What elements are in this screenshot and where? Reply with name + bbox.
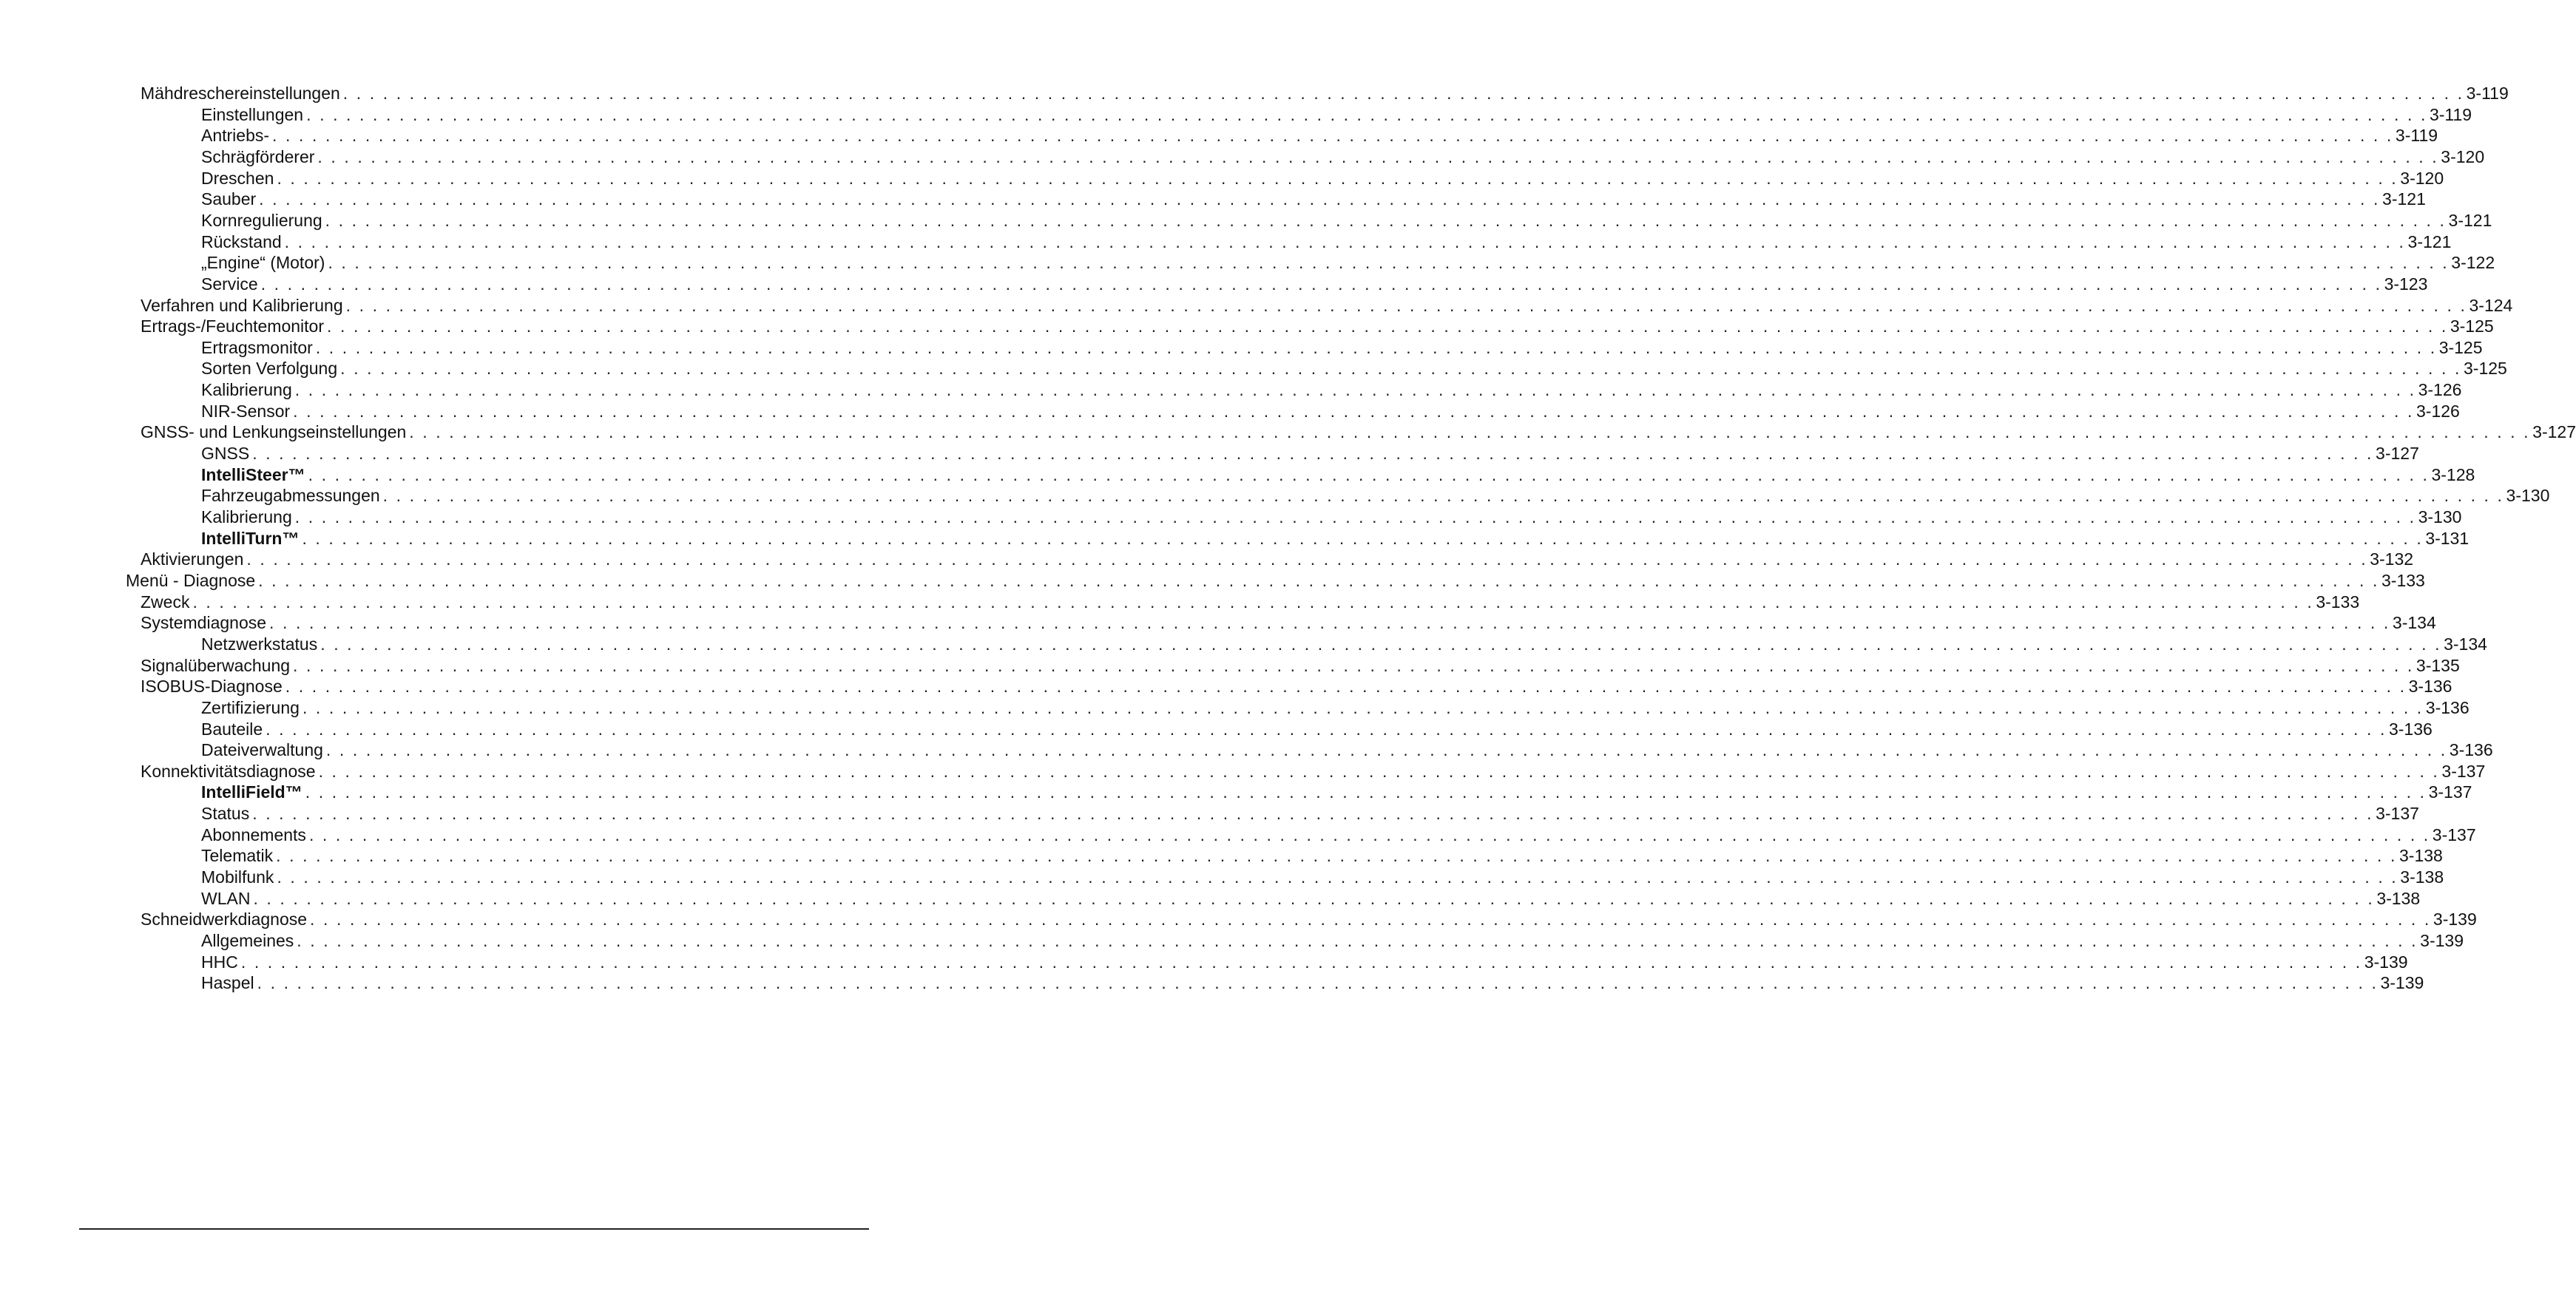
toc-entry-page-number: 3-121 [2448,211,2492,230]
toc-entry-title: Konnektivitätsdiagnose [141,762,316,781]
toc-entry-page-number: 3-138 [2399,846,2443,865]
toc-entry-title: IntelliSteer™ [201,465,305,484]
toc-entry[interactable] [201,634,2487,654]
toc-entry-title: HHC [201,952,238,972]
dot-leader: . . . . . . . . . . . . . . . . . . . . . . . . . . . . . . . . . . . . . . . . . . . . . . . . . . . . . . . . . . . . . . . . . . . . . . . . . . . . . . . . . . . . . . . . . . . . . . . . . . . . . . . . . . . . . . . . . . . . . . . . . . . . . . . . . . . . . . . . . . . . . . . . . . . . . . . . . . . . . . . . [294,507,2416,526]
toc-entry-page-number: 3-130 [2506,486,2550,505]
toc-entry-page-number: 3-139 [2420,931,2464,950]
toc-entry-title: Ertrags-/Feuchtemonitor [141,316,324,336]
toc-entry[interactable] [201,867,2444,887]
dot-leader: . . . . . . . . . . . . . . . . . . . . . . . . . . . . . . . . . . . . . . . . . . . . . . . . . . . . . . . . . . . . . . . . . . . . . . . . . . . . . . . . . . . . . . . . . . . . . . . . . . . . . . . . . . . . . . . . . . . . . . . . . . . . . . . . . . . . . . . . . . . . . . . . . . . . . . . . . . . . . . . . [294,380,2416,399]
toc-entry-title: Systemdiagnose [141,613,267,632]
footer-rule [79,1228,869,1230]
dot-leader: . . . . . . . . . . . . . . . . . . . . . . . . . . . . . . . . . . . . . . . . . . . . . . . . . . . . . . . . . . . . . . . . . . . . . . . . . . . . . . . . . . . . . . . . . . . . . . . . . . . . . . . . . . . . . . . . . . . . . . . . . . . . . . . . . . . . . . . . . . . . . . . . . . . . . . . . . . . . . . . . [240,952,2362,972]
toc-entry-title: Kalibrierung [201,380,292,399]
toc-entry[interactable] [201,359,2507,379]
toc-entry-title: Menü - Diagnose [126,571,256,590]
dot-leader: . . . . . . . . . . . . . . . . . . . . . . . . . . . . . . . . . . . . . . . . . . . . . . . . . . . . . . . . . . . . . . . . . . . . . . . . . . . . . . . . . . . . . . . . . . . . . . . . . . . . . . . . . . . . . . . . . . . . . . . . . . . . . . . . . . . . . . . . . . . . . . . . . . . . . . . . . . . . . . . . [293,656,2414,675]
toc-entry[interactable] [126,571,2425,591]
dot-leader: . . . . . . . . . . . . . . . . . . . . . . . . . . . . . . . . . . . . . . . . . . . . . . . . . . . . . . . . . . . . . . . . . . . . . . . . . . . . . . . . . . . . . . . . . . . . . . . . . . . . . . . . . . . . . . . . . . . . . . . . . . . . . . . . . . . . . . . . . . . . . . . . . . . . . . . . . . . . . . . . [284,232,2406,251]
toc-entry-page-number: 3-126 [2416,402,2460,421]
toc-entry[interactable] [201,529,2469,549]
dot-leader: . . . . . . . . . . . . . . . . . . . . . . . . . . . . . . . . . . . . . . . . . . . . . . . . . . . . . . . . . . . . . . . . . . . . . . . . . . . . . . . . . . . . . . . . . . . . . . . . . . . . . . . . . . . . . . . . . . . . . . . . . . . . . . . . . . . . . . . . . . . . . . . . . . . . . . . . . . . . . . . . [328,253,2450,272]
toc-entry-page-number: 3-120 [2441,147,2485,166]
toc-entry-page-number: 3-136 [2425,698,2469,717]
dot-leader: . . . . . . . . . . . . . . . . . . . . . . . . . . . . . . . . . . . . . . . . . . . . . . . . . . . . . . . . . . . . . . . . . . . . . . . . . . . . . . . . . . . . . . . . . . . . . . . . . . . . . . . . . . . . . . . . . . . . . . . . . . . . . . . . . . . . . . . . . . . . . . . . . . . . . . . . . . . . . . . . [308,465,2430,484]
toc-entry-page-number: 3-127 [2532,422,2576,441]
toc-entry[interactable] [201,169,2444,189]
dot-leader: . . . . . . . . . . . . . . . . . . . . . . . . . . . . . . . . . . . . . . . . . . . . . . . . . . . . . . . . . . . . . . . . . . . . . . . . . . . . . . . . . . . . . . . . . . . . . . . . . . . . . . . . . . . . . . . . . . . . . . . . . . . . . . . . . . . . . . . . . . . . . . . . . . . . . . . . . . . . . . . . [252,444,2374,463]
toc-entry-title: Aktivierungen [141,549,244,569]
toc-entry-title: WLAN [201,889,251,908]
dot-leader: . . . . . . . . . . . . . . . . . . . . . . . . . . . . . . . . . . . . . . . . . . . . . . . . . . . . . . . . . . . . . . . . . . . . . . . . . . . . . . . . . . . . . . . . . . . . . . . . . . . . . . . . . . . . . . . . . . . . . . . . . . . . . . . . . . . . . . . . . . . . . . . . . . . . . . . . . . . . . . . . [253,889,2375,908]
toc-entry[interactable] [201,889,2421,909]
toc-entry-title: Haspel [201,973,254,992]
toc-entry[interactable] [201,211,2492,231]
dot-leader: . . . . . . . . . . . . . . . . . . . . . . . . . . . . . . . . . . . . . . . . . . . . . . . . . . . . . . . . . . . . . . . . . . . . . . . . . . . . . . . . . . . . . . . . . . . . . . . . . . . . . . . . . . . . . . . . . . . . . . . . . . . . . . . . . . . . . . . . . . . . . . . . . . . . . . . . . . . . . . . . [272,126,2393,145]
toc-entry[interactable] [141,613,2436,633]
dot-leader: . . . . . . . . . . . . . . . . . . . . . . . . . . . . . . . . . . . . . . . . . . . . . . . . . . . . . . . . . . . . . . . . . . . . . . . . . . . . . . . . . . . . . . . . . . . . . . . . . . . . . . . . . . . . . . . . . . . . . . . . . . . . . . . . . . . . . . . . . . . . . . . . . . . . . . . . . . . . . . . . [382,486,2504,505]
toc-entry-title: Netzwerkstatus [201,634,318,654]
toc-entry-title: Sorten Verfolgung [201,359,338,378]
toc-entry-page-number: 3-119 [2429,105,2472,124]
toc-entry[interactable] [201,444,2419,464]
toc-entry-title: IntelliTurn™ [201,529,300,548]
toc-entry[interactable] [201,338,2483,358]
dot-leader: . . . . . . . . . . . . . . . . . . . . . . . . . . . . . . . . . . . . . . . . . . . . . . . . . . . . . . . . . . . . . . . . . . . . . . . . . . . . . . . . . . . . . . . . . . . . . . . . . . . . . . . . . . . . . . . . . . . . . . . . . . . . . . . . . . . . . . . . . . . . . . . . . . . . . . . . . . . . . . . . [257,973,2379,992]
dot-leader: . . . . . . . . . . . . . . . . . . . . . . . . . . . . . . . . . . . . . . . . . . . . . . . . . . . . . . . . . . . . . . . . . . . . . . . . . . . . . . . . . . . . . . . . . . . . . . . . . . . . . . . . . . . . . . . . . . . . . . . . . . . . . . . . . . . . . . . . . . . . . . . . . . . . . . . . . . . . . . . . [325,211,2447,230]
toc-entry-title: Status [201,804,250,823]
dot-leader: . . . . . . . . . . . . . . . . . . . . . . . . . . . . . . . . . . . . . . . . . . . . . . . . . . . . . . . . . . . . . . . . . . . . . . . . . . . . . . . . . . . . . . . . . . . . . . . . . . . . . . . . . . . . . . . . . . . . . . . . . . . . . . . . . . . . . . . . . . . . . . . . . . . . . . . . . . . . . . . . [302,698,2424,717]
dot-leader: . . . . . . . . . . . . . . . . . . . . . . . . . . . . . . . . . . . . . . . . . . . . . . . . . . . . . . . . . . . . . . . . . . . . . . . . . . . . . . . . . . . . . . . . . . . . . . . . . . . . . . . . . . . . . . . . . . . . . . . . . . . . . . . . . . . . . . . . . . . . . . . . . . . . . . . . . . . . . . . . [302,529,2424,548]
toc-entry-page-number: 3-139 [2433,910,2477,929]
toc-entry-title: Fahrzeugabmessungen [201,486,380,505]
toc-entry[interactable] [141,762,2486,782]
toc-entry-page-number: 3-132 [2370,549,2414,569]
dot-leader: . . . . . . . . . . . . . . . . . . . . . . . . . . . . . . . . . . . . . . . . . . . . . . . . . . . . . . . . . . . . . . . . . . . . . . . . . . . . . . . . . . . . . . . . . . . . . . . . . . . . . . . . . . . . . . . . . . . . . . . . . . . . . . . . . . . . . . . . . . . . . . . . . . . . . . . . . . . . . . . . [308,825,2430,844]
toc-entry-page-number: 3-121 [2382,189,2426,209]
toc-entry[interactable] [141,422,2576,442]
toc-entry-page-number: 3-123 [2384,274,2428,294]
dot-leader: . . . . . . . . . . . . . . . . . . . . . . . . . . . . . . . . . . . . . . . . . . . . . . . . . . . . . . . . . . . . . . . . . . . . . . . . . . . . . . . . . . . . . . . . . . . . . . . . . . . . . . . . . . . . . . . . . . . . . . . . . . . . . . . . . . . . . . . . . . . . . . . . . . . . . . . . . . . . . . . . [310,910,2431,929]
toc-entry-title: Dreschen [201,169,274,188]
dot-leader: . . . . . . . . . . . . . . . . . . . . . . . . . . . . . . . . . . . . . . . . . . . . . . . . . . . . . . . . . . . . . . . . . . . . . . . . . . . . . . . . . . . . . . . . . . . . . . . . . . . . . . . . . . . . . . . . . . . . . . . . . . . . . . . . . . . . . . . . . . . . . . . . . . . . . . . . . . . . . . . . [246,549,2368,569]
toc-entry-page-number: 3-137 [2376,804,2419,823]
toc-entry-page-number: 3-138 [2400,867,2444,887]
toc-entry-title: Service [201,274,258,294]
dot-leader: . . . . . . . . . . . . . . . . . . . . . . . . . . . . . . . . . . . . . . . . . . . . . . . . . . . . . . . . . . . . . . . . . . . . . . . . . . . . . . . . . . . . . . . . . . . . . . . . . . . . . . . . . . . . . . . . . . . . . . . . . . . . . . . . . . . . . . . . . . . . . . . . . . . . . . . . . . . . . . . . [269,613,2390,632]
toc-entry[interactable] [141,592,2360,612]
toc-entry[interactable] [201,740,2493,760]
toc-entry[interactable] [201,846,2443,866]
toc-entry-title: Sauber [201,189,257,209]
toc-entry-page-number: 3-127 [2376,444,2419,463]
toc-entry-title: Signalüberwachung [141,656,291,675]
toc-entry-page-number: 3-119 [2395,126,2438,145]
toc-entry-page-number: 3-119 [2466,84,2509,103]
toc-entry-page-number: 3-139 [2364,952,2408,972]
dot-leader: . . . . . . . . . . . . . . . . . . . . . . . . . . . . . . . . . . . . . . . . . . . . . . . . . . . . . . . . . . . . . . . . . . . . . . . . . . . . . . . . . . . . . . . . . . . . . . . . . . . . . . . . . . . . . . . . . . . . . . . . . . . . . . . . . . . . . . . . . . . . . . . . . . . . . . . . . . . . . . . . [320,634,2442,654]
dot-leader: . . . . . . . . . . . . . . . . . . . . . . . . . . . . . . . . . . . . . . . . . . . . . . . . . . . . . . . . . . . . . . . . . . . . . . . . . . . . . . . . . . . . . . . . . . . . . . . . . . . . . . . . . . . . . . . . . . . . . . . . . . . . . . . . . . . . . . . . . . . . . . . . . . . . . . . . . . . . . . . . [192,592,2314,612]
toc-entry-title: Kalibrierung [201,507,292,526]
toc-entry[interactable] [141,677,2452,697]
toc-entry-title: NIR-Sensor [201,402,291,421]
toc-entry[interactable] [141,910,2477,929]
toc-entry-page-number: 3-133 [2381,571,2425,590]
toc-entry[interactable] [141,549,2414,569]
toc-entry-page-number: 3-135 [2416,656,2460,675]
toc-entry-title: Mobilfunk [201,867,274,887]
toc-entry-page-number: 3-137 [2428,782,2472,802]
dot-leader: . . . . . . . . . . . . . . . . . . . . . . . . . . . . . . . . . . . . . . . . . . . . . . . . . . . . . . . . . . . . . . . . . . . . . . . . . . . . . . . . . . . . . . . . . . . . . . . . . . . . . . . . . . . . . . . . . . . . . . . . . . . . . . . . . . . . . . . . . . . . . . . . . . . . . . . . . . . . . . . . [305,782,2427,802]
toc-entry[interactable] [201,931,2464,951]
toc-entry-page-number: 3-124 [2469,296,2513,315]
toc-entry-title: Telematik [201,846,274,865]
toc-entry-title: Ertragsmonitor [201,338,313,357]
toc-entry[interactable] [201,232,2452,252]
toc-entry-title: Schneidwerkdiagnose [141,910,308,929]
toc-entry-page-number: 3-139 [2380,973,2424,992]
dot-leader: . . . . . . . . . . . . . . . . . . . . . . . . . . . . . . . . . . . . . . . . . . . . . . . . . . . . . . . . . . . . . . . . . . . . . . . . . . . . . . . . . . . . . . . . . . . . . . . . . . . . . . . . . . . . . . . . . . . . . . . . . . . . . . . . . . . . . . . . . . . . . . . . . . . . . . . . . . . . . . . . [260,274,2382,294]
dot-leader: . . . . . . . . . . . . . . . . . . . . . . . . . . . . . . . . . . . . . . . . . . . . . . . . . . . . . . . . . . . . . . . . . . . . . . . . . . . . . . . . . . . . . . . . . . . . . . . . . . . . . . . . . . . . . . . . . . . . . . . . . . . . . . . . . . . . . . . . . . . . . . . . . . . . . . . . . . . . . . . . [285,677,2407,696]
toc-entry-title: Dateiverwaltung [201,740,323,759]
toc-entry-title: Kornregulierung [201,211,322,230]
toc-entry-title: GNSS- und Lenkungseinstellungen [141,422,407,441]
toc-entry-page-number: 3-137 [2432,825,2476,844]
dot-leader: . . . . . . . . . . . . . . . . . . . . . . . . . . . . . . . . . . . . . . . . . . . . . . . . . . . . . . . . . . . . . . . . . . . . . . . . . . . . . . . . . . . . . . . . . . . . . . . . . . . . . . . . . . . . . . . . . . . . . . . . . . . . . . . . . . . . . . . . . . . . . . . . . . . . . . . . . . . . . . . . [276,846,2398,865]
toc-entry-title: Einstellungen [201,105,304,124]
toc-entry[interactable] [201,719,2433,739]
toc-entry-title: IntelliField™ [201,782,302,802]
toc-entry-page-number: 3-130 [2418,507,2462,526]
toc-entry[interactable] [141,656,2460,676]
toc-entry-page-number: 3-138 [2376,889,2421,908]
toc-entry[interactable] [201,782,2472,802]
dot-leader: . . . . . . . . . . . . . . . . . . . . . . . . . . . . . . . . . . . . . . . . . . . . . . . . . . . . . . . . . . . . . . . . . . . . . . . . . . . . . . . . . . . . . . . . . . . . . . . . . . . . . . . . . . . . . . . . . . . . . . . . . . . . . . . . . . . . . . . . . . . . . . . . . . . . . . . . . . . . . . . . [317,147,2439,166]
toc-entry[interactable] [201,465,2475,485]
toc-entry-page-number: 3-128 [2431,465,2475,484]
toc-entry[interactable] [201,380,2462,400]
toc-entry[interactable] [201,126,2438,146]
dot-leader: . . . . . . . . . . . . . . . . . . . . . . . . . . . . . . . . . . . . . . . . . . . . . . . . . . . . . . . . . . . . . . . . . . . . . . . . . . . . . . . . . . . . . . . . . . . . . . . . . . . . . . . . . . . . . . . . . . . . . . . . . . . . . . . . . . . . . . . . . . . . . . . . . . . . . . . . . . . . . . . . [293,402,2415,421]
toc-entry-page-number: 3-131 [2425,529,2469,548]
dot-leader: . . . . . . . . . . . . . . . . . . . . . . . . . . . . . . . . . . . . . . . . . . . . . . . . . . . . . . . . . . . . . . . . . . . . . . . . . . . . . . . . . . . . . . . . . . . . . . . . . . . . . . . . . . . . . . . . . . . . . . . . . . . . . . . . . . . . . . . . . . . . . . . . . . . . . . . . . . . . . . . . [325,740,2447,759]
toc-entry-title: Antriebs- [201,126,270,145]
toc-entry-title: Bauteile [201,719,263,739]
toc-entry-title: Schrägförderer [201,147,315,166]
toc-entry-title: Rückstand [201,232,282,251]
toc-entry-title: GNSS [201,444,250,463]
dot-leader: . . . . . . . . . . . . . . . . . . . . . . . . . . . . . . . . . . . . . . . . . . . . . . . . . . . . . . . . . . . . . . . . . . . . . . . . . . . . . . . . . . . . . . . . . . . . . . . . . . . . . . . . . . . . . . . . . . . . . . . . . . . . . . . . . . . . . . . . . . . . . . . . . . . . . . . . . . . . . . . . [315,338,2437,357]
toc-entry[interactable] [201,147,2485,167]
toc-entry[interactable] [201,804,2419,824]
toc-entry-page-number: 3-126 [2418,380,2462,399]
dot-leader: . . . . . . . . . . . . . . . . . . . . . . . . . . . . . . . . . . . . . . . . . . . . . . . . . . . . . . . . . . . . . . . . . . . . . . . . . . . . . . . . . . . . . . . . . . . . . . . . . . . . . . . . . . . . . . . . . . . . . . . . . . . . . . . . . . . . . . . . . . . . . . . . . . . . . . . . . . . . . . . . [306,105,2427,124]
toc-entry-title: „Engine“ (Motor) [201,253,325,272]
toc-entry-page-number: 3-125 [2450,316,2494,336]
dot-leader: . . . . . . . . . . . . . . . . . . . . . . . . . . . . . . . . . . . . . . . . . . . . . . . . . . . . . . . . . . . . . . . . . . . . . . . . . . . . . . . . . . . . . . . . . . . . . . . . . . . . . . . . . . . . . . . . . . . . . . . . . . . . . . . . . . . . . . . . . . . . . . . . . . . . . . . . . . . . . . . . [340,359,2461,378]
dot-leader: . . . . . . . . . . . . . . . . . . . . . . . . . . . . . . . . . . . . . . . . . . . . . . . . . . . . . . . . . . . . . . . . . . . . . . . . . . . . . . . . . . . . . . . . . . . . . . . . . . . . . . . . . . . . . . . . . . . . . . . . . . . . . . . . . . . . . . . . . . . . . . . . . . . . . . . . . . . . . . . . [326,316,2448,336]
toc-entry-title: Verfahren und Kalibrierung [141,296,343,315]
toc-entry-title: Zertifizierung [201,698,300,717]
toc-entry-page-number: 3-121 [2407,232,2452,251]
toc-entry-title: ISOBUS-Diagnose [141,677,283,696]
toc-entry[interactable] [141,316,2494,336]
toc-entry-title: Abonnements [201,825,306,844]
toc-entry[interactable] [201,507,2462,527]
toc-entry[interactable] [201,698,2469,718]
toc-entry[interactable] [201,105,2472,125]
toc-entry[interactable] [201,189,2426,209]
dot-leader: . . . . . . . . . . . . . . . . . . . . . . . . . . . . . . . . . . . . . . . . . . . . . . . . . . . . . . . . . . . . . . . . . . . . . . . . . . . . . . . . . . . . . . . . . . . . . . . . . . . . . . . . . . . . . . . . . . . . . . . . . . . . . . . . . . . . . . . . . . . . . . . . . . . . . . . . . . . . . . . . [409,422,2531,441]
toc-entry-page-number: 3-122 [2451,253,2495,272]
toc-entry-page-number: 3-136 [2408,677,2452,696]
dot-leader: . . . . . . . . . . . . . . . . . . . . . . . . . . . . . . . . . . . . . . . . . . . . . . . . . . . . . . . . . . . . . . . . . . . . . . . . . . . . . . . . . . . . . . . . . . . . . . . . . . . . . . . . . . . . . . . . . . . . . . . . . . . . . . . . . . . . . . . . . . . . . . . . . . . . . . . . . . . . . . . . [258,571,2380,590]
dot-leader: . . . . . . . . . . . . . . . . . . . . . . . . . . . . . . . . . . . . . . . . . . . . . . . . . . . . . . . . . . . . . . . . . . . . . . . . . . . . . . . . . . . . . . . . . . . . . . . . . . . . . . . . . . . . . . . . . . . . . . . . . . . . . . . . . . . . . . . . . . . . . . . . . . . . . . . . . . . . . . . . [297,931,2418,950]
dot-leader: . . . . . . . . . . . . . . . . . . . . . . . . . . . . . . . . . . . . . . . . . . . . . . . . . . . . . . . . . . . . . . . . . . . . . . . . . . . . . . . . . . . . . . . . . . . . . . . . . . . . . . . . . . . . . . . . . . . . . . . . . . . . . . . . . . . . . . . . . . . . . . . . . . . . . . . . . . . . . . . . [345,296,2467,315]
dot-leader: . . . . . . . . . . . . . . . . . . . . . . . . . . . . . . . . . . . . . . . . . . . . . . . . . . . . . . . . . . . . . . . . . . . . . . . . . . . . . . . . . . . . . . . . . . . . . . . . . . . . . . . . . . . . . . . . . . . . . . . . . . . . . . . . . . . . . . . . . . . . . . . . . . . . . . . . . . . . . . . . [318,762,2440,781]
toc-entry-page-number: 3-125 [2464,359,2507,378]
toc-entry-page-number: 3-137 [2441,762,2486,781]
toc-entry[interactable] [141,296,2513,316]
toc-entry[interactable] [201,952,2408,972]
dot-leader: . . . . . . . . . . . . . . . . . . . . . . . . . . . . . . . . . . . . . . . . . . . . . . . . . . . . . . . . . . . . . . . . . . . . . . . . . . . . . . . . . . . . . . . . . . . . . . . . . . . . . . . . . . . . . . . . . . . . . . . . . . . . . . . . . . . . . . . . . . . . . . . . . . . . . . . . . . . . . . . . [259,189,2381,209]
toc-entry-page-number: 3-133 [2316,592,2360,612]
toc-entry-page-number: 3-136 [2388,719,2433,739]
toc-entry[interactable] [141,84,2509,104]
dot-leader: . . . . . . . . . . . . . . . . . . . . . . . . . . . . . . . . . . . . . . . . . . . . . . . . . . . . . . . . . . . . . . . . . . . . . . . . . . . . . . . . . . . . . . . . . . . . . . . . . . . . . . . . . . . . . . . . . . . . . . . . . . . . . . . . . . . . . . . . . . . . . . . . . . . . . . . . . . . . . . . . [252,804,2374,823]
dot-leader: . . . . . . . . . . . . . . . . . . . . . . . . . . . . . . . . . . . . . . . . . . . . . . . . . . . . . . . . . . . . . . . . . . . . . . . . . . . . . . . . . . . . . . . . . . . . . . . . . . . . . . . . . . . . . . . . . . . . . . . . . . . . . . . . . . . . . . . . . . . . . . . . . . . . . . . . . . . . . . . . [266,719,2387,739]
toc-entry-title: Zweck [141,592,190,612]
toc-entry-page-number: 3-134 [2392,613,2436,632]
toc-entry-page-number: 3-136 [2449,740,2493,759]
toc-entry[interactable] [201,825,2476,845]
toc-entry-page-number: 3-125 [2438,338,2483,357]
dot-leader: . . . . . . . . . . . . . . . . . . . . . . . . . . . . . . . . . . . . . . . . . . . . . . . . . . . . . . . . . . . . . . . . . . . . . . . . . . . . . . . . . . . . . . . . . . . . . . . . . . . . . . . . . . . . . . . . . . . . . . . . . . . . . . . . . . . . . . . . . . . . . . . . . . . . . . . . . . . . . . . . [277,867,2398,887]
toc-entry[interactable] [201,402,2460,421]
toc-entry[interactable] [201,253,2495,273]
toc-entry-page-number: 3-120 [2400,169,2444,188]
toc-entry[interactable] [201,274,2428,294]
dot-leader: . . . . . . . . . . . . . . . . . . . . . . . . . . . . . . . . . . . . . . . . . . . . . . . . . . . . . . . . . . . . . . . . . . . . . . . . . . . . . . . . . . . . . . . . . . . . . . . . . . . . . . . . . . . . . . . . . . . . . . . . . . . . . . . . . . . . . . . . . . . . . . . . . . . . . . . . . . . . . . . . [342,84,2464,103]
toc-entry-page-number: 3-134 [2444,634,2487,654]
toc-entry[interactable] [201,973,2424,993]
dot-leader: . . . . . . . . . . . . . . . . . . . . . . . . . . . . . . . . . . . . . . . . . . . . . . . . . . . . . . . . . . . . . . . . . . . . . . . . . . . . . . . . . . . . . . . . . . . . . . . . . . . . . . . . . . . . . . . . . . . . . . . . . . . . . . . . . . . . . . . . . . . . . . . . . . . . . . . . . . . . . . . . [277,169,2398,188]
toc-entry[interactable] [201,486,2550,506]
toc-entry-title: Allgemeines [201,931,294,950]
toc-entry-title: Mähdreschereinstellungen [141,84,340,103]
